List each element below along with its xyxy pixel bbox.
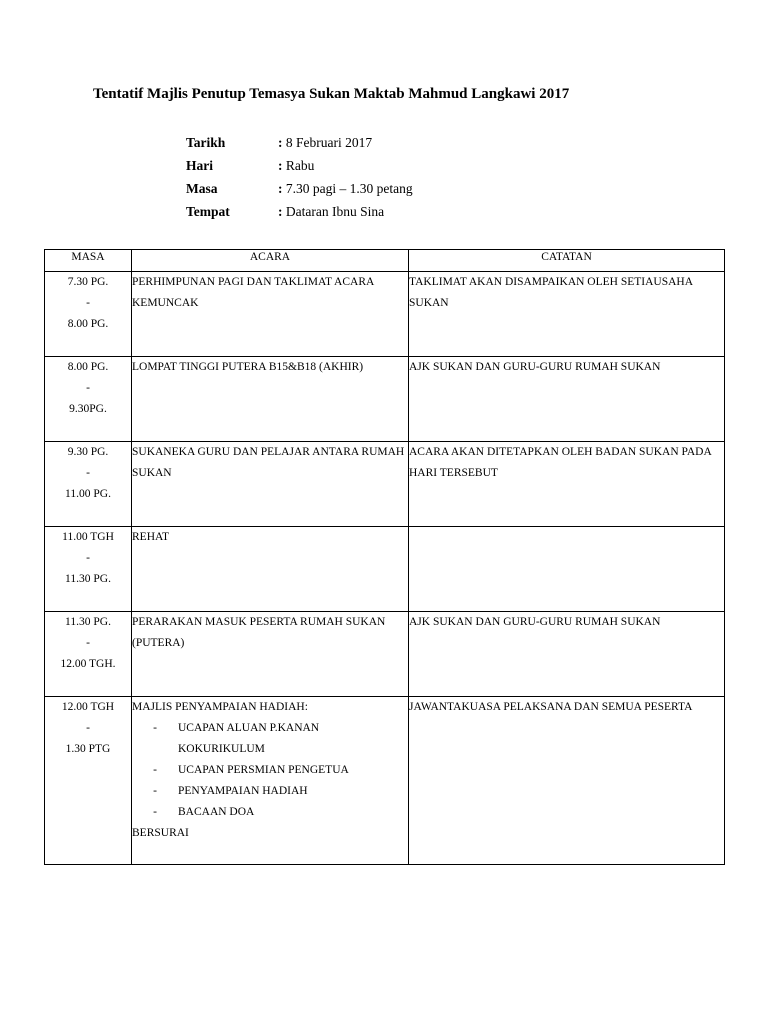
table-row — [45, 527, 725, 612]
info-row-hari — [186, 157, 413, 180]
event-heading: MAJLIS PENYAMPAIAN HADIAH: — [132, 701, 308, 713]
info-value: : 7.30 pagi – 1.30 petang — [278, 181, 413, 196]
note-cell: ACARA AKAN DITETAPKAN OLEH BADAN SUKAN PADA HARI TERSEBUT — [409, 442, 725, 527]
schedule-table — [44, 249, 725, 865]
time-cell: 11.00 TGH - 11.30 PG. — [45, 527, 132, 612]
header-masa: MASA — [45, 250, 132, 272]
note-cell: JAWANTAKUASA PELAKSANA DAN SEMUA PESERTA — [409, 697, 725, 865]
event-cell — [132, 697, 409, 865]
event-cell: SUKANEKA GURU DAN PELAJAR ANTARA RUMAH SUKAN — [132, 442, 409, 527]
info-key: Tempat — [186, 204, 230, 219]
info-value: : Dataran Ibnu Sina — [278, 204, 385, 219]
info-value: : Rabu — [278, 158, 315, 173]
time-cell: 9.30 PG. - 11.00 PG. — [45, 442, 132, 527]
event-sublist — [132, 718, 408, 823]
header-catatan: CATATAN — [409, 250, 725, 272]
info-value: : 8 Februari 2017 — [278, 135, 373, 150]
list-item: - UCAPAN ALUAN P.KANAN KOKURIKULUM — [153, 722, 320, 755]
info-row-tempat — [186, 203, 413, 226]
table-header-row — [45, 250, 725, 272]
note-cell: AJK SUKAN DAN GURU-GURU RUMAH SUKAN — [409, 612, 725, 697]
info-row-masa — [186, 180, 413, 203]
time-cell: 8.00 PG. - 9.30PG. — [45, 357, 132, 442]
list-item: - PENYAMPAIAN HADIAH — [153, 785, 308, 797]
event-info — [186, 134, 413, 226]
header-acara: ACARA — [132, 250, 409, 272]
table-row — [45, 697, 725, 865]
table-row — [45, 272, 725, 357]
event-footer: BERSURAI — [132, 827, 189, 839]
table-row — [45, 357, 725, 442]
info-row-tarikh — [186, 134, 413, 157]
time-cell: 7.30 PG. - 8.00 PG. — [45, 272, 132, 357]
info-key: Hari — [186, 158, 213, 173]
note-cell: TAKLIMAT AKAN DISAMPAIKAN OLEH SETIAUSAHA SUKAN — [409, 272, 725, 357]
table-row — [45, 442, 725, 527]
time-cell: 12.00 TGH - 1.30 PTG — [45, 697, 132, 865]
event-cell: PERHIMPUNAN PAGI DAN TAKLIMAT ACARA KEMUNCAK — [132, 272, 409, 357]
info-key: Masa — [186, 181, 218, 196]
event-cell: LOMPAT TINGGI PUTERA B15&B18 (AKHIR) — [132, 357, 409, 442]
list-item: - UCAPAN PERSMIAN PENGETUA — [153, 764, 349, 776]
table-row — [45, 612, 725, 697]
note-cell: AJK SUKAN DAN GURU-GURU RUMAH SUKAN — [409, 357, 725, 442]
event-cell: REHAT — [132, 527, 409, 612]
page-title: Tentatif Majlis Penutup Temasya Sukan Maktab Mahmud Langkawi 2017 — [93, 86, 570, 102]
note-cell — [409, 527, 725, 612]
event-cell: PERARAKAN MASUK PESERTA RUMAH SUKAN (PUTERA) — [132, 612, 409, 697]
info-key: Tarikh — [186, 135, 226, 150]
list-item: - BACAAN DOA — [153, 806, 255, 818]
time-cell: 11.30 PG. - 12.00 TGH. — [45, 612, 132, 697]
